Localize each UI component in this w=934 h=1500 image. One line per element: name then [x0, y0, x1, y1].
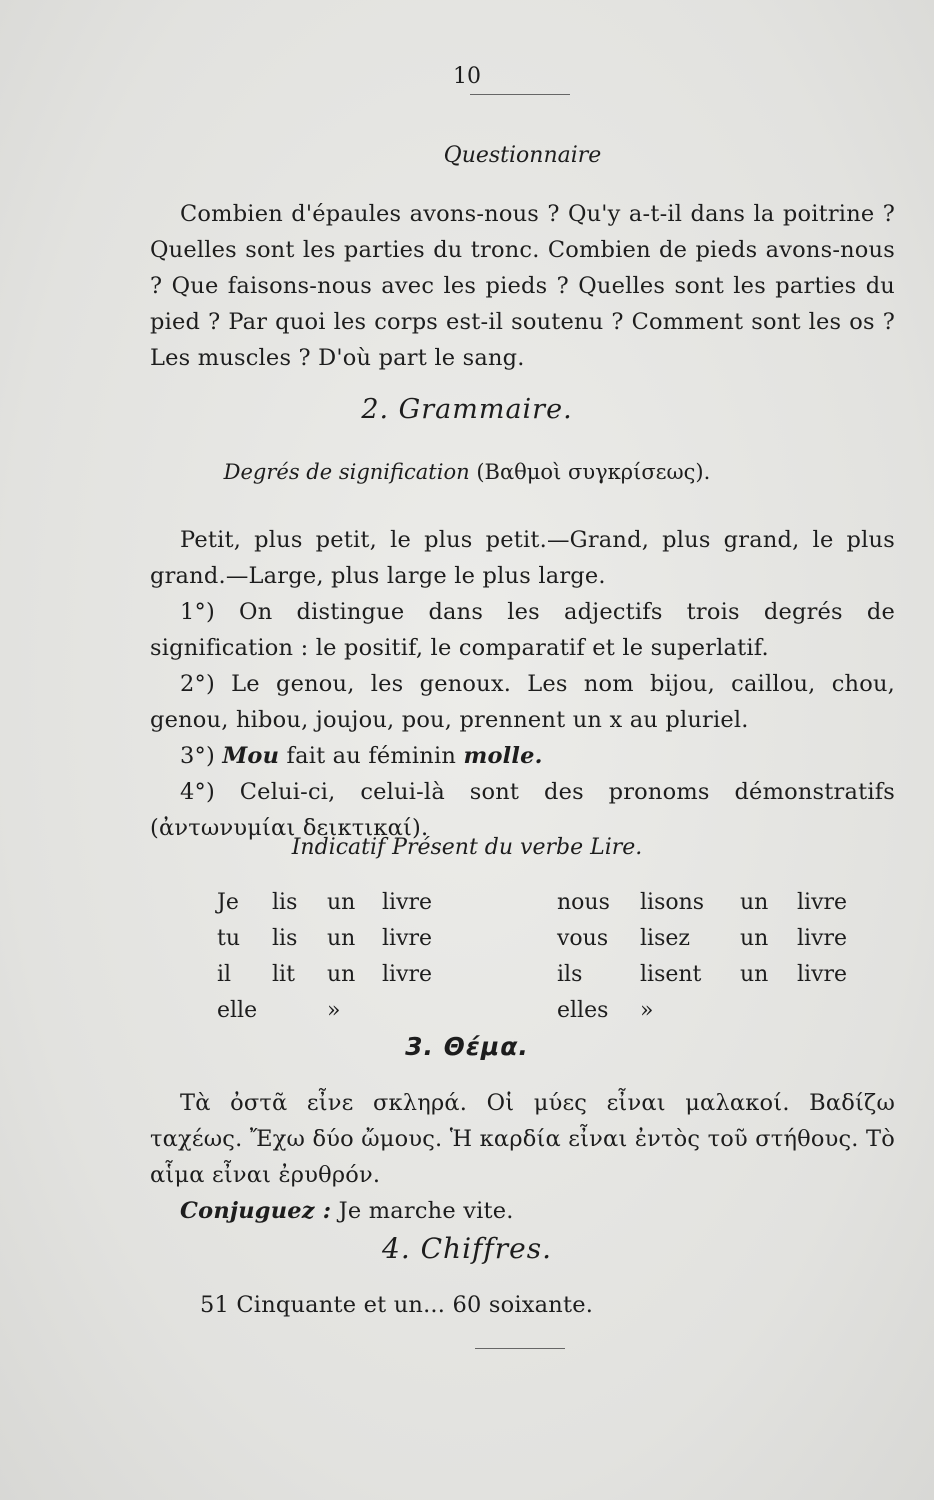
questionnaire-text — [150, 196, 895, 376]
rule-1 — [150, 594, 895, 666]
article: un — [740, 926, 769, 951]
subtitle-french: Degrés de signification — [223, 460, 470, 484]
pronoun: Je — [217, 890, 239, 915]
pronoun: vous — [557, 926, 609, 951]
verb: lisent — [640, 962, 702, 987]
noun: livre — [797, 926, 848, 951]
verb: lis — [272, 890, 298, 915]
verb: lisez — [640, 926, 690, 951]
verb: lit — [272, 962, 295, 987]
pronoun: il — [217, 962, 232, 987]
grammaire-body — [150, 522, 895, 846]
rule-text: Celui-ci, celui-là sont des pronoms démonstratifs (ἀντωνυμίαι δεικτικαί). — [150, 779, 896, 841]
conjuguez-label: Conjuguez : — [180, 1198, 332, 1224]
article: un — [327, 962, 356, 987]
rule-word: Mou — [222, 743, 280, 769]
noun: livre — [382, 890, 433, 915]
article: un — [327, 926, 356, 951]
article: un — [740, 890, 769, 915]
rule-number: 4°) — [180, 779, 215, 805]
noun: livre — [797, 890, 848, 915]
thema-paragraph: Τὰ ὀστᾶ εἶνε σκληρά. Οἱ μύες εἶναι μαλακοί. Βαδίζω ταχέως. Ἔχω δύο ὤμους. Ἡ καρδία εἶναι ἐντὸς τοῦ στήθους. Τὸ αἷμα εἶναι ἐρυθρόν. — [150, 1090, 895, 1188]
pronoun: tu — [217, 926, 241, 951]
conjugation-row — [217, 921, 867, 957]
questionnaire-paragraph: Combien d'épaules avons-nous ? Qu'y a-t-il dans la poitrine ? Quelles sont les parties du tronc. Combien de pieds avons-nous ? Que faisons-nous avec les pieds ? Quelles sont les parties du pied ? Par quoi les corps est-il soutenu ? Comment sont les os ? Les muscles ? D'où part le sang. — [150, 201, 895, 371]
grammaire-subtitle — [0, 460, 934, 484]
rule-2 — [150, 666, 895, 738]
rule-text: On distingue dans les adjectifs trois degrés de signification : le positif, le comparatif et le superlatif. — [150, 599, 895, 661]
rule-3 — [150, 738, 895, 774]
pronoun: nous — [557, 890, 610, 915]
rule-number: 1°) — [180, 599, 215, 625]
conjuguez-text: Je marche vite. — [338, 1198, 514, 1224]
rule-text: fait au féminin — [286, 743, 457, 769]
page-number: 10 — [453, 64, 481, 89]
thema-title: 3. Θέμα. — [405, 1032, 529, 1061]
verb: lisons — [640, 890, 705, 915]
conjugation-row — [217, 993, 867, 1029]
thema-body — [150, 1085, 895, 1229]
pronoun: elles — [557, 998, 609, 1023]
rule-word-feminine: molle. — [463, 743, 543, 769]
noun: livre — [382, 926, 433, 951]
conjugation-row — [217, 957, 867, 993]
subtitle-greek: (Βαθμοὶ συγκρίσεως). — [476, 460, 711, 484]
examples-paragraph: Petit, plus petit, le plus petit.—Grand, plus grand, le plus grand.—Large, plus large le plus large. — [150, 527, 895, 589]
pronoun: ils — [557, 962, 583, 987]
header-rule — [470, 94, 570, 95]
footer-rule — [475, 1348, 565, 1349]
conjugation-row — [217, 885, 867, 921]
conjugation-title: Indicatif Présent du verbe Lire. — [291, 835, 643, 860]
rule-number: 3°) — [180, 743, 215, 769]
article: un — [740, 962, 769, 987]
noun: livre — [797, 962, 848, 987]
article: un — [327, 890, 356, 915]
rule-number: 2°) — [180, 671, 215, 697]
pronoun: elle — [217, 998, 258, 1023]
chiffres-title: 4. Chiffres. — [382, 1232, 552, 1265]
conjugation-table — [217, 885, 867, 1029]
noun: livre — [382, 962, 433, 987]
rule-text: Le genou, les genoux. Les nom bijou, caillou, chou, genou, hibou, joujou, pou, prennent un x au pluriel. — [150, 671, 895, 733]
questionnaire-title: Questionnaire — [443, 143, 602, 168]
chiffres-text: 51 Cinquante et un... 60 soixante. — [200, 1292, 594, 1318]
verb: lis — [272, 926, 298, 951]
ditto-mark: » — [327, 998, 341, 1023]
conjuguez-line — [150, 1193, 895, 1229]
grammaire-title: 2. Grammaire. — [361, 394, 573, 425]
ditto-mark: » — [640, 998, 654, 1023]
